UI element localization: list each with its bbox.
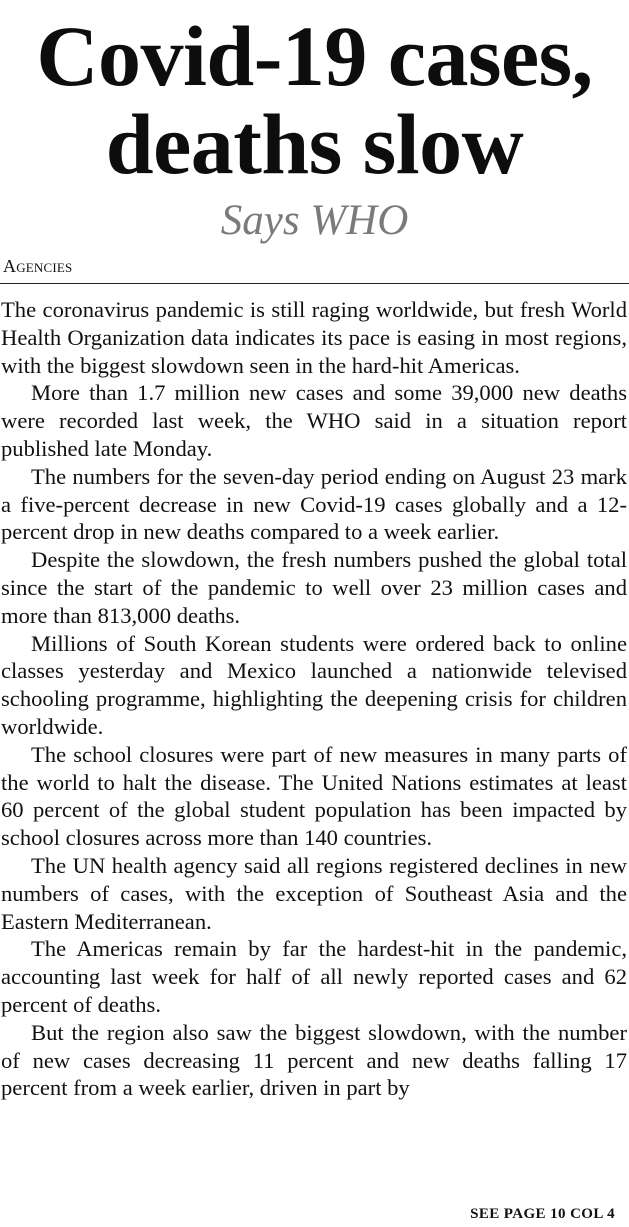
subheadline: Says WHO [220,197,409,244]
headline-line-2: deaths slow [105,96,524,192]
paragraph-5: Millions of South Korean students were ordered back to online classes yesterday and Mexico launched a nationwide televised schooling programme, highlighting the deepening crisis for children worldwide. [1,630,627,739]
headline [0,0,629,192]
headline-line-1: Covid-19 cases, [36,8,593,104]
paragraph-7: The UN health agency said all regions registered declines in new numbers of cases, with the exception of Southeast Asia and the Eastern Mediterranean. [1,852,627,934]
continuation-note: SEE PAGE 10 COL 4 [470,1206,615,1222]
paragraph-1: The coronavirus pandemic is still raging worldwide, but fresh World Health Organization data indicates its pace is easing in most regions, with the biggest slowdown seen in the hard-hit Americas. [1,297,627,378]
paragraph-3: The numbers for the seven-day period ending on August 23 mark a five-percent decrease in new Covid-19 cases globally and a 12-percent drop in new deaths compared to a week earlier. [1,463,627,545]
paragraph-9: But the region also saw the biggest slowdown, with the number of new cases decreasing 11 percent and new deaths falling 17 percent from a week earlier, driven in part by [1,1019,627,1101]
byline-divider [0,283,629,284]
paragraph-8: The Americas remain by far the hardest-hit in the pandemic, accounting last week for half of all newly reported cases and 62 percent of deaths. [1,936,627,1017]
paragraph-6: The school closures were part of new measures in many parts of the world to halt the disease. The United Nations estimates at least 60 percent of the global student population has been impacted by school closures across more than 140 countries. [1,741,627,851]
paragraph-4: Despite the slowdown, the fresh numbers pushed the global total since the start of the pandemic to well over 23 million cases and more than 813,000 deaths. [1,547,627,628]
paragraph-2: More than 1.7 million new cases and some 39,000 new deaths were recorded last week, the WHO said in a situation report published late Monday. [1,380,627,461]
article-body [0,296,629,1102]
byline: Agencies [3,256,73,276]
